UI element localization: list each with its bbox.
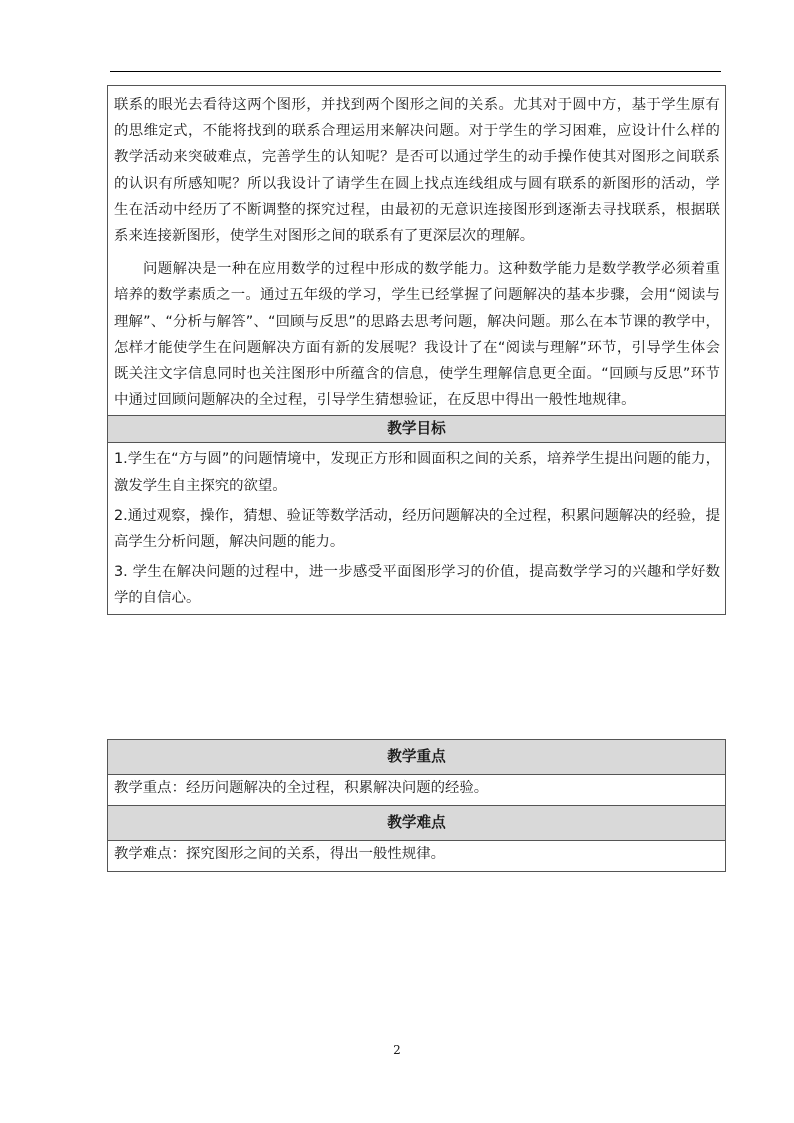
objectives-heading: 教学目标 — [108, 416, 726, 443]
key-points-heading: 教学重点 — [108, 740, 726, 775]
difficulties-heading: 教学难点 — [108, 806, 726, 841]
objectives-cell — [108, 443, 726, 614]
page-number: 2 — [393, 1043, 401, 1057]
key-points-text: 教学重点：经历问题解决的全过程，积累解决问题的经验。 — [108, 775, 726, 806]
difficulties-text: 教学难点：探究图形之间的关系，得出一般性规律。 — [108, 841, 726, 872]
reflection-paragraph-1: 联系的眼光去看待这两个图形，并找到两个图形之间的关系。尤其对于圆中方，基于学生原有的思维定式，不能将找到的联系合理运用来解决问题。对于学生的学习困难，应设计什么样的教学活动来突破难点，完善学生的认知呢？是否可以通过学生的动手操作使其对图形之间联系的认识有所感知呢？所以我设计了请学生在圆上找点连线组成与圆有联系的新图形的活动，学生在活动中经历了不断调整的探究过程，由最初的无意识连接图形到逐渐去寻找联系，根据联系来连接新图形，使学生对图形之间的联系有了更深层次的理解。 — [114, 97, 720, 245]
reflection-objectives-table — [107, 85, 726, 615]
header-rule — [110, 71, 721, 72]
objective-item-3: 3. 学生在解决问题的过程中，进一步感受平面图形学习的价值，提高数学学习的兴趣和学好数学的自信心。 — [114, 564, 720, 607]
key-points-table — [107, 739, 726, 872]
reflection-cell — [108, 86, 726, 416]
reflection-paragraph-2: 问题解决是一种在应用数学的过程中形成的数学能力。这种数学能力是数学教学必须着重培养的数学素质之一。通过五年级的学习，学生已经掌握了问题解决的基本步骤，会用“阅读与理解”、“分析与解答”、“回顾与反思”的思路去思考问题，解决问题。那么在本节课的教学中，怎样才能使学生在问题解决方面有新的发展呢？我设计了在“阅读与理解”环节，引导学生体会既关注文字信息同时也关注图形中所蕴含的信息，使学生理解信息更全面。“回顾与反思”环节中通过回顾问题解决的全过程，引导学生猜想验证，在反思中得出一般性地规律。 — [114, 261, 720, 409]
objective-item-2: 2.通过观察，操作，猜想、验证等数学活动，经历问题解决的全过程，积累问题解决的经验，提高学生分析问题，解决问题的能力。 — [114, 507, 720, 551]
objective-item-1: 1.学生在“方与圆”的问题情境中，发现正方形和圆面积之间的关系，培养学生提出问题的能力，激发学生自主探究的欲望。 — [114, 451, 720, 494]
